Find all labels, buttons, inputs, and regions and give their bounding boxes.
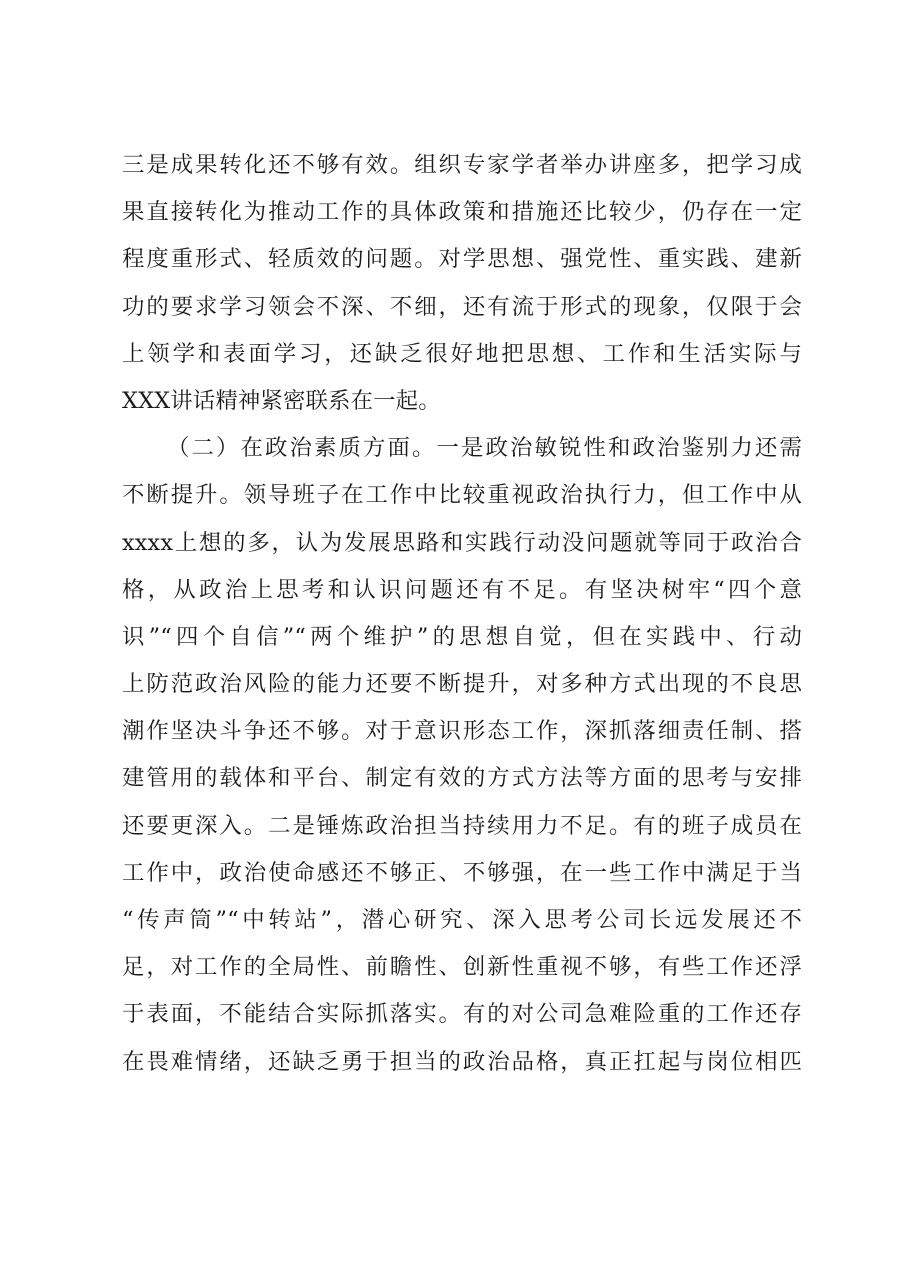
text-line: 功的要求学习领会不深、不细，还有流于形式的现象，仅限于会	[122, 293, 802, 320]
text-line: 在畏难情绪，还缺乏勇于担当的政治品格，真正扛起与岗位相匹	[122, 1048, 802, 1075]
text-line: 果直接转化为推动工作的具体政策和措施还比较少，仍存在一定	[122, 199, 802, 226]
text-line: 不断提升。领导班子在工作中比较重视政治执行力，但工作中从	[122, 482, 802, 509]
text-line: 于表面，不能结合实际抓落实。有的对公司急难险重的工作还存	[122, 1001, 802, 1028]
body-text	[122, 142, 802, 1086]
text-line: “传声筒”“中转站”，潜心研究、深入思考公司长远发展还不	[122, 907, 802, 933]
text-line: 建管用的载体和平台、制定有效的方式方法等方面的思考与安排	[122, 765, 802, 792]
text-line: 足，对工作的全局性、前瞻性、创新性重视不够，有些工作还浮	[122, 954, 802, 981]
text-line: 三是成果转化还不够有效。组织专家学者举办讲座多，把学习成	[122, 152, 802, 178]
text-line: 程度重形式、轻质效的问题。对学思想、强党性、重实践、建新	[122, 246, 802, 273]
section-heading-line: （二）在政治素质方面。一是政治敏锐性和政治鉴别力还需	[167, 435, 802, 462]
text-line: 潮作坚决斗争还不够。对于意识形态工作，深抓落细责任制、搭	[122, 718, 802, 745]
text-line: XXX讲话精神紧密联系在一起。	[122, 387, 441, 414]
text-line: 工作中，政治使命感还不够正、不够强，在一些工作中满足于当	[122, 859, 802, 886]
text-line: 上领学和表面学习，还缺乏很好地把思想、工作和生活实际与	[122, 340, 802, 367]
text-line: 识”“四个自信”“两个维护”的思想自觉，但在实践中、行动	[122, 623, 802, 650]
text-line: 还要更深入。二是锤炼政治担当持续用力不足。有的班子成员在	[122, 812, 802, 839]
text-line: xxxx上想的多，认为发展思路和实践行动没问题就等同于政治合	[122, 529, 802, 556]
text-line: 格，从政治上思考和认识问题还有不足。有坚决树牢“四个意	[122, 576, 802, 603]
text-line: 上防范政治风险的能力还要不断提升，对多种方式出现的不良思	[122, 671, 802, 698]
